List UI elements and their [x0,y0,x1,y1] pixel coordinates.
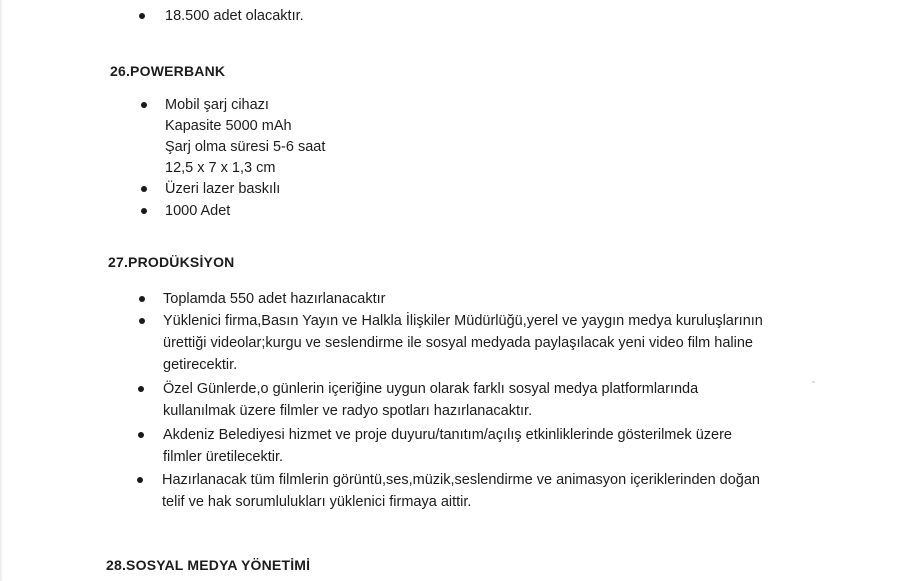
bullet-dot-icon [141,102,147,108]
bullet-dot-icon [139,13,145,19]
powerbank-spec-line-3: Şarj olma süresi 5-6 saat [165,139,326,155]
production-item-5-line-1: Hazırlanacak tüm filmlerin görüntü,ses,müzik,seslendirme ve animasyon içeriklerinden doğan [162,472,760,488]
production-item-2-line-3: getirecektir. [163,357,238,373]
bullet-dot-icon [141,186,147,192]
section-27-heading: 27.PRODÜKSİYON [108,254,235,270]
production-item-4-line-2: filmler üretilecektir. [163,449,284,465]
powerbank-print-text: Üzeri lazer baskılı [165,181,281,197]
bullet-dot-icon [138,432,144,438]
powerbank-quantity-text: 1000 Adet [165,203,231,219]
bullet-dot-icon [138,386,144,392]
production-item-3-line-1: Özel Günlerde,o günlerin içeriğine uygun olarak farklı sosyal medya platformlarında [163,381,699,397]
section-28-heading: 28.SOSYAL MEDYA YÖNETİMİ [106,557,311,573]
production-item-5-line-2: telif ve hak sorumlulukları yüklenici firmaya aittir. [162,494,472,510]
scan-edge [0,0,3,581]
section-26-heading: 26.POWERBANK [110,63,226,79]
powerbank-spec-line-4: 12,5 x 7 x 1,3 cm [165,160,276,176]
production-item-2-line-1: Yüklenici firma,Basın Yayın ve Halkla İlişkiler Müdürlüğü,yerel ve yaygın medya kuruluşlarının [163,313,763,329]
production-item-3-line-2: kullanılmak üzere filmler ve radyo spotları hazırlanacaktır. [163,403,533,419]
powerbank-spec-line-1: Mobil şarj cihazı [165,97,269,113]
bullet-dot-icon [137,477,143,483]
production-item-1: Toplamda 550 adet hazırlanacaktır [163,291,386,307]
scan-speck [812,381,815,383]
powerbank-spec-line-2: Kapasite 5000 mAh [165,118,292,134]
bullet-dot-icon [141,208,147,214]
bullet-dot-icon [139,296,145,302]
top-bullet-text: 18.500 adet olacaktır. [165,8,304,24]
production-item-4-line-1: Akdeniz Belediyesi hizmet ve proje duyuru/tanıtım/açılış etkinliklerinde gösterilmek üzere [163,427,732,443]
bullet-dot-icon [139,318,145,324]
production-item-2-line-2: ürettiği videolar;kurgu ve seslendirme ile sosyal medyada paylaşılacak yeni video film haline [163,335,753,351]
